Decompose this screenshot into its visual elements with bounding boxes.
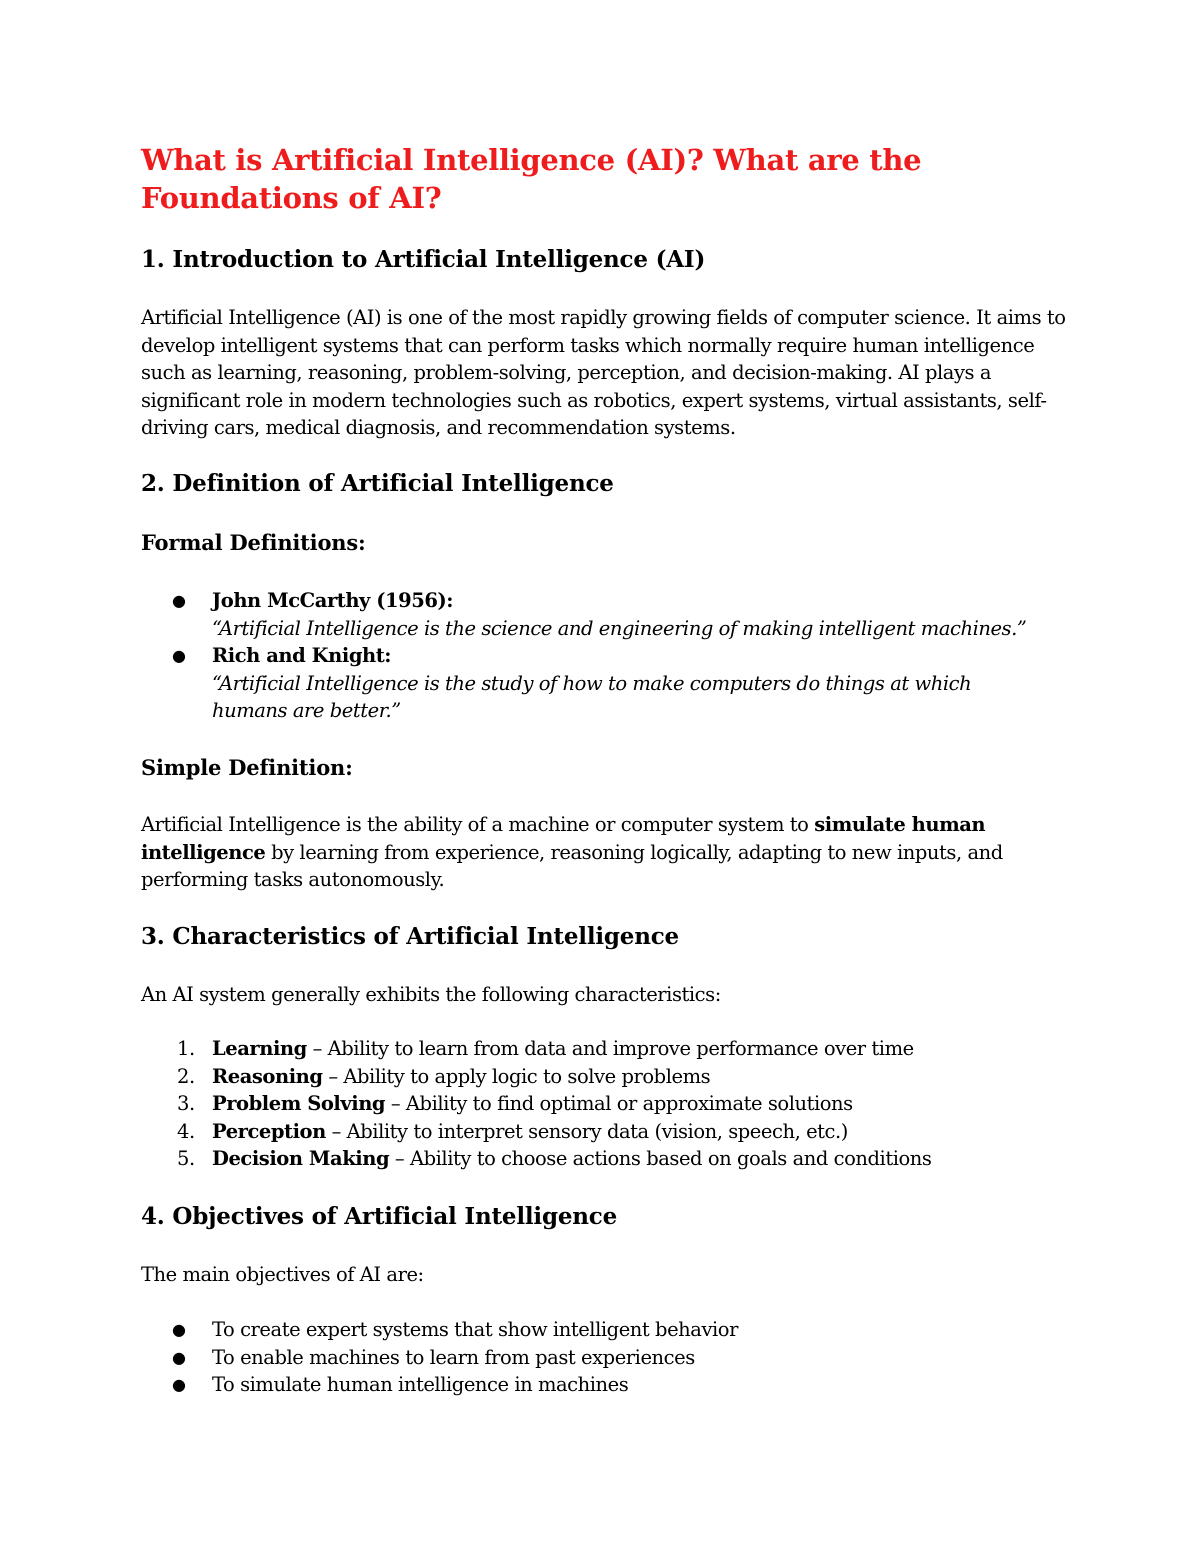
objectives-list [141, 1316, 1041, 1399]
characteristic-term: Decision Making [212, 1147, 390, 1170]
list-item [141, 1090, 1041, 1118]
list-item [141, 1371, 1041, 1399]
characteristic-term: Problem Solving [212, 1092, 386, 1115]
objectives-intro: The main objectives of AI are: [141, 1263, 424, 1286]
objective-text: To enable machines to learn from past experiences [212, 1345, 695, 1369]
simple-definition-pre: Artificial Intelligence is the ability of a machine or computer system to [141, 813, 815, 836]
bullet-icon: ● [172, 1320, 186, 1339]
section-characteristics-heading: 3. Characteristics of Artificial Intelligence [141, 923, 679, 950]
definition-author: John McCarthy (1956): [212, 589, 454, 612]
list-number: 5. [177, 1147, 195, 1170]
characteristic-desc: – Ability to choose actions based on goals and conditions [389, 1147, 932, 1170]
characteristics-intro: An AI system generally exhibits the following characteristics: [141, 983, 721, 1006]
characteristic-term: Reasoning [212, 1064, 323, 1088]
bullet-icon: ● [172, 591, 186, 610]
simple-definition-text [141, 811, 1066, 894]
list-item [141, 1344, 1041, 1372]
list-item [141, 587, 1041, 642]
list-item [141, 1145, 1041, 1173]
simple-definition-heading: Simple Definition: [141, 755, 353, 780]
section-intro-text: Artificial Intelligence (AI) is one of the most rapidly growing fields of computer science. It aims to develop intelligent systems that can perform tasks which normally require human intelligence such as learning, reasoning, problem-solving, perception, and decision-making. AI plays a significant role in modern technologies such as robotics, expert systems, virtual assistants, self-driving cars, medical diagnosis, and recommendation systems. [141, 306, 1066, 439]
objective-text: To create expert systems that show intelligent behavior [212, 1318, 738, 1341]
list-number: 1. [177, 1037, 195, 1060]
bullet-icon: ● [172, 1375, 186, 1394]
characteristic-desc: – Ability to learn from data and improve performance over time [306, 1037, 914, 1060]
list-item [141, 1035, 1041, 1063]
formal-definitions-list [141, 587, 1041, 725]
formal-definitions-heading: Formal Definitions: [141, 530, 366, 555]
characteristics-list [141, 1035, 1041, 1173]
list-number: 3. [177, 1092, 195, 1115]
definition-quote: “Artificial Intelligence is the science and engineering of making intelligent machines.” [212, 616, 1027, 640]
characteristic-desc: – Ability to find optimal or approximate solutions [385, 1092, 853, 1115]
objective-text: To simulate human intelligence in machines [212, 1373, 629, 1396]
list-number: 4. [177, 1119, 195, 1143]
list-item [141, 1118, 1041, 1146]
definition-author: Rich and Knight: [212, 644, 392, 667]
page-title: What is Artificial Intelligence (AI)? What are the Foundations of AI? [141, 143, 922, 215]
simple-definition-post: by learning from experience, reasoning logically, adapting to new inputs, and performing tasks autonomously. [141, 840, 1003, 891]
list-item [141, 1316, 1041, 1344]
list-number: 2. [177, 1064, 195, 1088]
section-definition-heading: 2. Definition of Artificial Intelligence [141, 470, 614, 497]
bullet-icon: ● [172, 1347, 186, 1367]
section-intro-heading: 1. Introduction to Artificial Intelligence (AI) [141, 246, 706, 273]
section-objectives-heading: 4. Objectives of Artificial Intelligence [141, 1203, 618, 1230]
list-item [141, 1063, 1041, 1091]
list-item [141, 642, 1041, 725]
characteristic-term: Learning [212, 1037, 307, 1060]
characteristic-term: Perception [212, 1119, 326, 1143]
bullet-icon: ● [172, 646, 186, 665]
simple-definition-bold: simulate human intelligence [141, 813, 986, 864]
definition-quote: “Artificial Intelligence is the study of how to make computers do things at which humans are better.” [212, 671, 972, 722]
characteristic-desc: – Ability to apply logic to solve problems [322, 1064, 711, 1088]
characteristic-desc: – Ability to interpret sensory data (vision, speech, etc.) [325, 1119, 848, 1143]
